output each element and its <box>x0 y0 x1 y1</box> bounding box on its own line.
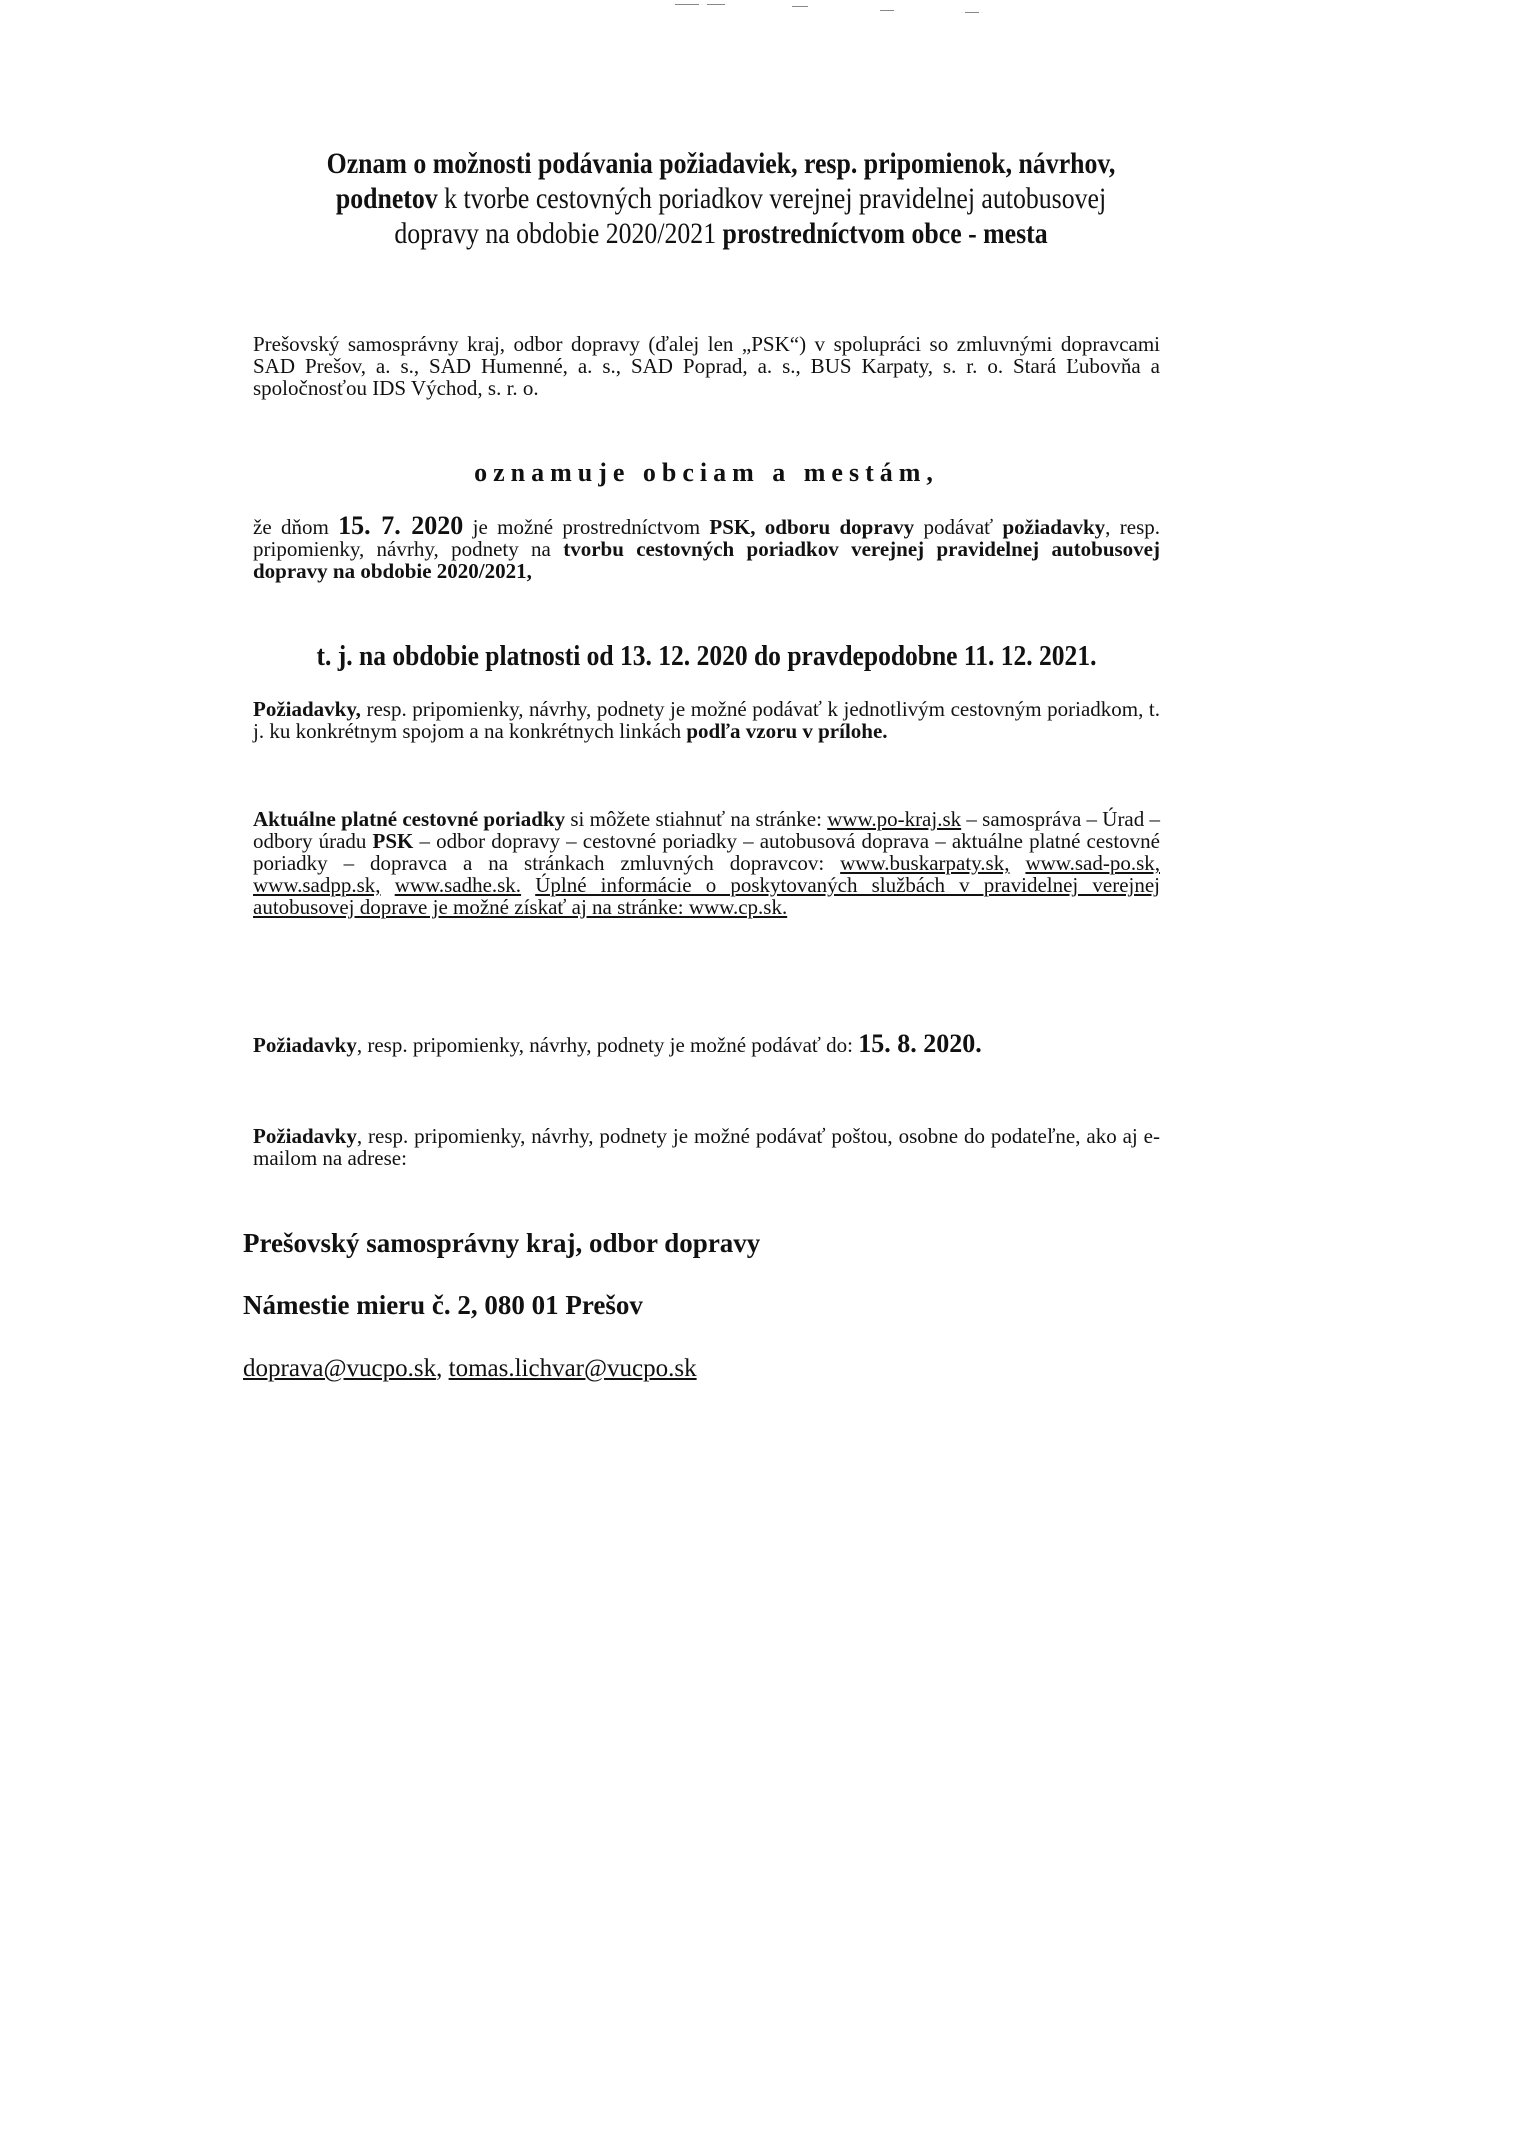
link-po-kraj[interactable]: www.po-kraj.sk <box>827 807 962 831</box>
intro-paragraph: Prešovský samosprávny kraj, odbor dopravy (ďalej len „PSK“) v spolupráci so zmluvnými dopravcami SAD Prešov, a. s., SAD Humenné, a. s., SAD Poprad, a. s., BUS Karpaty, s. r. o. Stará Ľubovňa a spoločnosťou IDS Východ, s. r. o. <box>253 332 1160 400</box>
deadline-date: 15. 8. 2020. <box>858 1029 982 1058</box>
text: je možné prostredníctvom <box>463 515 710 539</box>
paragraph-requests <box>253 698 1160 742</box>
title-bold-part: prostredníctvom obce - mesta <box>722 217 1048 250</box>
text: – samospráva – Úrad – odbory úradu <box>253 807 1161 853</box>
scan-artifact <box>792 6 808 7</box>
link-cp-info[interactable]: Úplné informácie o poskytovaných službách v pravidelnej verejnej autobusovej doprave je možné získať aj na stránke: www.cp.sk. <box>253 873 1161 919</box>
title-line-3 <box>326 216 1115 251</box>
bold-text: Aktuálne platné cestovné poriadky <box>253 807 566 831</box>
scan-artifact <box>675 4 699 5</box>
bold-text: podľa vzoru v prílohe. <box>686 719 888 743</box>
text: podávať <box>914 515 1003 539</box>
text: že dňom <box>253 515 339 539</box>
bold-text: požiadavky <box>1002 515 1106 539</box>
bold-text: Požiadavky <box>253 1033 357 1057</box>
paragraph-timetables <box>253 808 1160 918</box>
link-sadhe[interactable]: www.sadhe.sk. <box>394 873 522 897</box>
bold-text: Požiadavky <box>253 1124 357 1148</box>
link-buskarpaty[interactable]: www.buskarpaty.sk, <box>840 851 1010 875</box>
scan-artifact <box>965 12 979 13</box>
link-sadpp[interactable]: www.sadpp.sk, <box>253 873 381 897</box>
bold-text: Požiadavky, <box>253 697 361 721</box>
link-sad-po[interactable]: www.sad-po.sk, <box>1025 851 1160 875</box>
contact-emails <box>243 1355 697 1383</box>
bold-text: tvorbu cestovných poriadkov verejnej pravidelnej autobusovej dopravy na obdobie 2020/2021, <box>253 537 1160 583</box>
paragraph-submission <box>253 1125 1160 1169</box>
announcement-heading: oznamuje obciam a mestám, <box>474 458 939 487</box>
bold-text: PSK <box>372 829 414 853</box>
contact-address: Námestie mieru č. 2, 080 01 Prešov <box>243 1290 643 1320</box>
text: resp. pripomienky, návrhy, podnety je možné podávať k jednotlivým cestovným poriadkom, t. j. ku konkrétnym spojom a na konkrétnych linkách <box>253 697 1160 743</box>
title-normal-part: k tvorbe cestovných poriadkov verejnej pravidelnej autobusovej <box>437 182 1107 215</box>
title-normal-part: dopravy na obdobie 2020/2021 <box>394 217 723 250</box>
psk-department: PSK, odboru dopravy <box>709 515 915 539</box>
title-bold-part: podnetov <box>335 182 438 215</box>
contact-organization: Prešovský samosprávny kraj, odbor dopravy <box>243 1228 761 1258</box>
text: , resp. pripomienky, návrhy, podnety je možné podávať do: <box>356 1033 859 1057</box>
text: , resp. pripomienky, návrhy, podnety na <box>253 515 1160 561</box>
paragraph-date-open <box>253 511 1160 583</box>
email-link-doprava[interactable]: doprava@vucpo.sk <box>243 1355 437 1382</box>
email-link-lichvar[interactable]: tomas.lichvar@vucpo.sk <box>448 1355 697 1382</box>
text: si môžete stiahnuť na stránke: <box>565 807 828 831</box>
scan-artifact <box>880 10 894 11</box>
title-line-2 <box>326 181 1115 216</box>
scan-artifact <box>707 4 725 5</box>
separator: , <box>436 1355 449 1382</box>
validity-period: t. j. na obdobie platnosti od 13. 12. 2020 do pravdepodobne 11. 12. 2021. <box>316 640 1097 672</box>
text: , resp. pripomienky, návrhy, podnety je možné podávať poštou, osobne do podateľne, ako aj e-mailom na adrese: <box>253 1124 1160 1170</box>
start-date: 15. 7. 2020 <box>338 511 464 540</box>
title-line-1: Oznam o možnosti podávania požiadaviek, resp. pripomienok, návrhov, <box>326 147 1116 180</box>
text: – odbor dopravy – cestovné poriadky – autobusová doprava – aktuálne platné cestovné poriadky – dopravca a na stránkach zmluvných dopravcov: <box>253 829 1160 875</box>
document-title <box>326 146 1115 251</box>
paragraph-deadline <box>253 1029 1160 1058</box>
